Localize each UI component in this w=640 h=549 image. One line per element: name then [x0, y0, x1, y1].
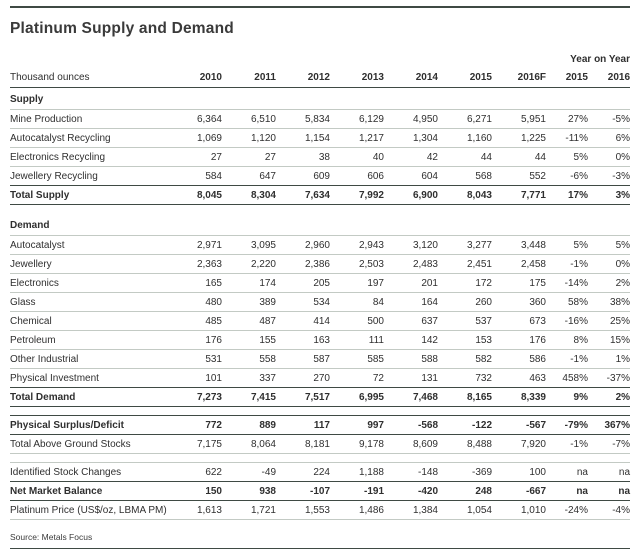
cell: 5% [588, 235, 630, 254]
cell: 6,129 [330, 110, 384, 129]
cell: 582 [438, 349, 492, 368]
source-note: Source: Metals Focus [10, 531, 93, 542]
cell: 176 [492, 330, 546, 349]
cell: 1,486 [330, 500, 384, 519]
row-label: Glass [10, 292, 168, 311]
row-label: Mine Production [10, 110, 168, 129]
cell: -567 [492, 415, 546, 434]
cell: 40 [330, 148, 384, 167]
cell: 5% [546, 148, 588, 167]
cell: -1% [546, 434, 588, 453]
cell: 175 [492, 273, 546, 292]
cell: 604 [384, 167, 438, 186]
bottom-rule [10, 548, 630, 549]
row-label: Electronics Recycling [10, 148, 168, 167]
spacer-row [10, 406, 630, 415]
cell: 1,217 [330, 129, 384, 148]
cell: 8,181 [276, 434, 330, 453]
row-label: Autocatalyst Recycling [10, 129, 168, 148]
cell: 7,273 [168, 387, 222, 406]
cell: na [588, 462, 630, 481]
table-row [10, 368, 630, 387]
table-row [10, 462, 630, 481]
cell: 2,971 [168, 235, 222, 254]
supply-demand-table [10, 54, 630, 520]
cell: 1,613 [168, 500, 222, 519]
cell: 44 [438, 148, 492, 167]
cell: 389 [222, 292, 276, 311]
cell: 2,943 [330, 235, 384, 254]
cell: 585 [330, 349, 384, 368]
column-header: 2010 [168, 69, 222, 88]
cell: -420 [384, 481, 438, 500]
cell: 58% [546, 292, 588, 311]
cell: -14% [546, 273, 588, 292]
cell: 2,458 [492, 254, 546, 273]
row-label: Other Industrial [10, 349, 168, 368]
cell: 172 [438, 273, 492, 292]
cell: 3,448 [492, 235, 546, 254]
cell: 7,175 [168, 434, 222, 453]
column-header: 2013 [330, 69, 384, 88]
cell: 537 [438, 311, 492, 330]
table-row [10, 235, 630, 254]
cell: 5,951 [492, 110, 546, 129]
cell: 500 [330, 311, 384, 330]
column-header: 2015 [438, 69, 492, 88]
cell: 673 [492, 311, 546, 330]
cell: 1,054 [438, 500, 492, 519]
unit-label: Thousand ounces [10, 69, 168, 88]
cell: 163 [276, 330, 330, 349]
cell: 201 [384, 273, 438, 292]
cell: 6% [588, 129, 630, 148]
cell: 2,386 [276, 254, 330, 273]
cell: -11% [546, 129, 588, 148]
column-header: 2014 [384, 69, 438, 88]
cell: 8% [546, 330, 588, 349]
cell: -6% [546, 167, 588, 186]
cell: 2,483 [384, 254, 438, 273]
cell: 25% [588, 311, 630, 330]
cell: 42 [384, 148, 438, 167]
page-title: Platinum Supply and Demand [10, 20, 234, 37]
cell: -107 [276, 481, 330, 500]
cell: -49 [222, 462, 276, 481]
cell: -3% [588, 167, 630, 186]
cell: 622 [168, 462, 222, 481]
cell: 176 [168, 330, 222, 349]
cell: 100 [492, 462, 546, 481]
cell: 606 [330, 167, 384, 186]
cell: 165 [168, 273, 222, 292]
cell: 2% [588, 273, 630, 292]
cell: 6,364 [168, 110, 222, 129]
cell: 224 [276, 462, 330, 481]
cell: 2,220 [222, 254, 276, 273]
cell: 997 [330, 415, 384, 434]
cell: 1,225 [492, 129, 546, 148]
cell: 44 [492, 148, 546, 167]
cell: -16% [546, 311, 588, 330]
year-on-year-label: Year on Year [570, 54, 631, 65]
table-row [10, 311, 630, 330]
cell: 27% [546, 110, 588, 129]
table-row [10, 415, 630, 434]
section-label-row [10, 88, 630, 110]
section-label: Demand [10, 219, 50, 231]
column-header-row [10, 69, 630, 88]
cell: 7,634 [276, 186, 330, 205]
cell: 27 [222, 148, 276, 167]
table-row [10, 186, 630, 205]
cell: 531 [168, 349, 222, 368]
table-row [10, 500, 630, 519]
cell: -369 [438, 462, 492, 481]
cell: 111 [330, 330, 384, 349]
cell: -148 [384, 462, 438, 481]
cell: 8,609 [384, 434, 438, 453]
cell: 6,510 [222, 110, 276, 129]
cell: 609 [276, 167, 330, 186]
row-label: Physical Surplus/Deficit [10, 415, 168, 434]
cell: -24% [546, 500, 588, 519]
row-label: Platinum Price (US$/oz, LBMA PM) [10, 500, 168, 519]
cell: 2,451 [438, 254, 492, 273]
cell: 6,995 [330, 387, 384, 406]
cell: 164 [384, 292, 438, 311]
row-label: Physical Investment [10, 368, 168, 387]
cell: 8,045 [168, 186, 222, 205]
cell: 1,154 [276, 129, 330, 148]
cell: 647 [222, 167, 276, 186]
cell: na [546, 462, 588, 481]
cell: 584 [168, 167, 222, 186]
cell: 7,771 [492, 186, 546, 205]
cell: 9% [546, 387, 588, 406]
cell: 1,384 [384, 500, 438, 519]
cell: 1,188 [330, 462, 384, 481]
cell: 1,010 [492, 500, 546, 519]
cell: -4% [588, 500, 630, 519]
cell: 7,468 [384, 387, 438, 406]
cell: 153 [438, 330, 492, 349]
cell: 586 [492, 349, 546, 368]
cell: 17% [546, 186, 588, 205]
cell: 7,415 [222, 387, 276, 406]
cell: 463 [492, 368, 546, 387]
cell: 3% [588, 186, 630, 205]
row-label: Total Supply [10, 186, 168, 205]
cell: 270 [276, 368, 330, 387]
cell: 8,064 [222, 434, 276, 453]
cell: 458% [546, 368, 588, 387]
cell: 3,120 [384, 235, 438, 254]
table-row [10, 110, 630, 129]
row-label: Total Above Ground Stocks [10, 434, 168, 453]
table-row [10, 292, 630, 311]
cell: -1% [546, 349, 588, 368]
section-label-row [10, 214, 630, 236]
cell: 38 [276, 148, 330, 167]
table-row [10, 148, 630, 167]
cell: 260 [438, 292, 492, 311]
cell: 2% [588, 387, 630, 406]
section-label: Supply [10, 94, 44, 105]
table-row [10, 434, 630, 453]
cell: 1,553 [276, 500, 330, 519]
cell: 0% [588, 148, 630, 167]
row-label: Chemical [10, 311, 168, 330]
year-on-year-row [10, 54, 630, 69]
cell: 1,120 [222, 129, 276, 148]
cell: 131 [384, 368, 438, 387]
cell: 337 [222, 368, 276, 387]
table-body [10, 88, 630, 520]
cell: 5% [546, 235, 588, 254]
cell: 487 [222, 311, 276, 330]
cell: 7,920 [492, 434, 546, 453]
table-row [10, 129, 630, 148]
spacer-row [10, 453, 630, 462]
cell: 485 [168, 311, 222, 330]
cell: -37% [588, 368, 630, 387]
cell: 1,160 [438, 129, 492, 148]
row-label: Jewellery [10, 254, 168, 273]
cell: -79% [546, 415, 588, 434]
cell: -568 [384, 415, 438, 434]
row-label: Net Market Balance [10, 481, 168, 500]
cell: -191 [330, 481, 384, 500]
cell: 2,363 [168, 254, 222, 273]
cell: 155 [222, 330, 276, 349]
table-row [10, 330, 630, 349]
cell: 248 [438, 481, 492, 500]
cell: 8,339 [492, 387, 546, 406]
column-header: 2016F [492, 69, 546, 88]
cell: 1,721 [222, 500, 276, 519]
column-header: 2015 [546, 69, 588, 88]
table-row [10, 167, 630, 186]
cell: 3,095 [222, 235, 276, 254]
row-label: Petroleum [10, 330, 168, 349]
cell: 15% [588, 330, 630, 349]
cell: -7% [588, 434, 630, 453]
top-rule [10, 6, 630, 8]
cell: na [588, 481, 630, 500]
cell: 8,165 [438, 387, 492, 406]
cell: 27 [168, 148, 222, 167]
cell: 7,517 [276, 387, 330, 406]
cell: 367% [588, 415, 630, 434]
cell: 38% [588, 292, 630, 311]
cell: 414 [276, 311, 330, 330]
cell: 8,488 [438, 434, 492, 453]
cell: 7,992 [330, 186, 384, 205]
cell: -1% [546, 254, 588, 273]
cell: 5,834 [276, 110, 330, 129]
cell: 1% [588, 349, 630, 368]
row-label: Autocatalyst [10, 235, 168, 254]
cell: 9,178 [330, 434, 384, 453]
cell: 6,271 [438, 110, 492, 129]
cell: 205 [276, 273, 330, 292]
table-row [10, 481, 630, 500]
cell: 0% [588, 254, 630, 273]
cell: -667 [492, 481, 546, 500]
cell: 117 [276, 415, 330, 434]
cell: 8,304 [222, 186, 276, 205]
column-header: 2016 [588, 69, 630, 88]
row-label: Identified Stock Changes [10, 462, 168, 481]
spacer-row [10, 205, 630, 214]
cell: 197 [330, 273, 384, 292]
cell: 732 [438, 368, 492, 387]
cell: 772 [168, 415, 222, 434]
cell: na [546, 481, 588, 500]
cell: 101 [168, 368, 222, 387]
cell: 72 [330, 368, 384, 387]
cell: 150 [168, 481, 222, 500]
cell: 3,277 [438, 235, 492, 254]
cell: 6,900 [384, 186, 438, 205]
cell: 8,043 [438, 186, 492, 205]
table-row [10, 387, 630, 406]
cell: 889 [222, 415, 276, 434]
row-label: Total Demand [10, 387, 168, 406]
cell: 534 [276, 292, 330, 311]
cell: -5% [588, 110, 630, 129]
cell: 360 [492, 292, 546, 311]
cell: 558 [222, 349, 276, 368]
cell: 637 [384, 311, 438, 330]
cell: 142 [384, 330, 438, 349]
row-label: Jewellery Recycling [10, 167, 168, 186]
cell: 480 [168, 292, 222, 311]
row-label: Electronics [10, 273, 168, 292]
cell: 2,503 [330, 254, 384, 273]
cell: 174 [222, 273, 276, 292]
cell: -122 [438, 415, 492, 434]
column-header: 2012 [276, 69, 330, 88]
cell: 1,304 [384, 129, 438, 148]
cell: 1,069 [168, 129, 222, 148]
cell: 938 [222, 481, 276, 500]
table-row [10, 254, 630, 273]
cell: 587 [276, 349, 330, 368]
cell: 84 [330, 292, 384, 311]
table-row [10, 273, 630, 292]
cell: 2,960 [276, 235, 330, 254]
cell: 588 [384, 349, 438, 368]
cell: 568 [438, 167, 492, 186]
cell: 4,950 [384, 110, 438, 129]
cell: 552 [492, 167, 546, 186]
column-header: 2011 [222, 69, 276, 88]
table-row [10, 349, 630, 368]
